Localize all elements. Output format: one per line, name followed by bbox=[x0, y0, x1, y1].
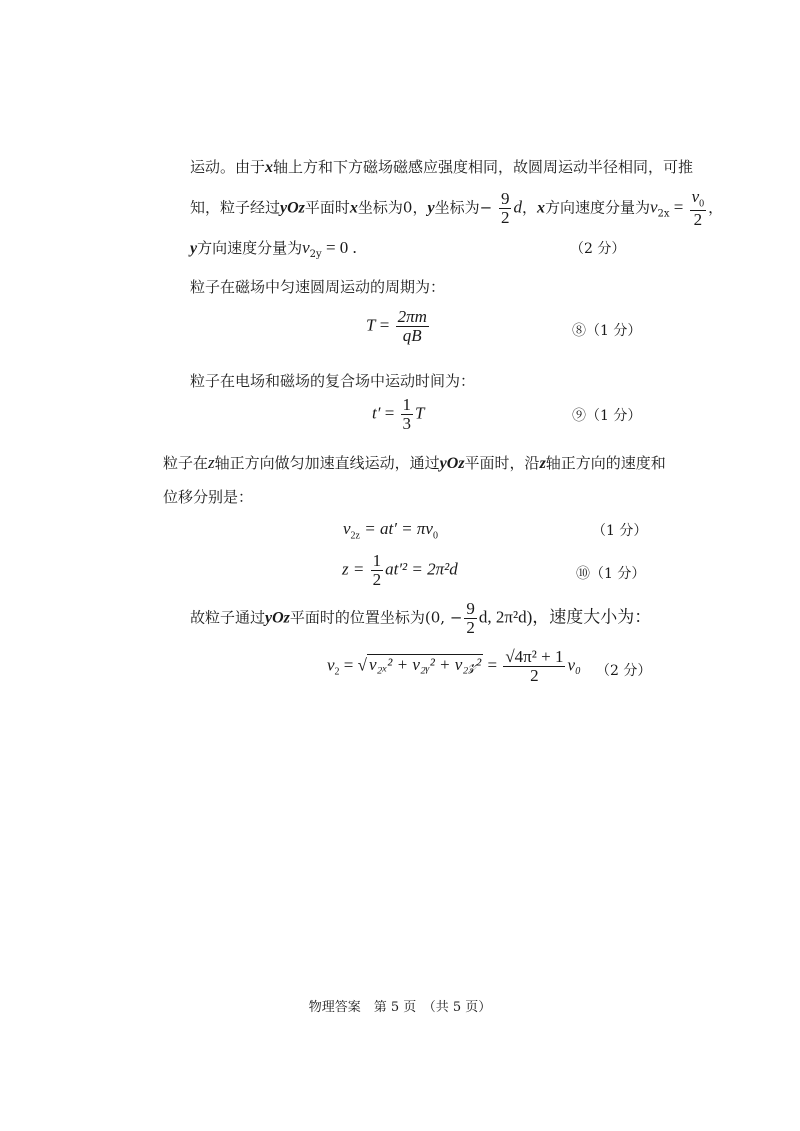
para4-line2: 位移分别是： bbox=[163, 488, 254, 506]
equation-displacement-z: z = $\frac{1}{2}$ at′² = 2π²d bbox=[342, 551, 458, 589]
score-8: ⑧（1 分） bbox=[572, 323, 642, 339]
para5-text: 故粒子通过yOz平面时的位置坐标为(0, − $\frac{9}{2}$ d, 2π²d)，速度大小为： bbox=[190, 599, 652, 637]
equation-period: T = $\frac{2\pi m}{qB}$ bbox=[366, 307, 427, 345]
score-para1: （2 分） bbox=[570, 241, 626, 257]
fraction-9-2: $\frac{9}{2}$ bbox=[500, 189, 510, 227]
fraction-v0-2: $\frac{v_0}{2}$ bbox=[691, 187, 705, 229]
score-10: ⑩（1 分） bbox=[576, 566, 646, 582]
para1-line1: 运动。由于x轴上方和下方磁场磁感应强度相同，故圆周运动半径相同，可推 bbox=[190, 158, 694, 176]
score-para5: （2 分） bbox=[596, 663, 652, 679]
equation-time: t′ = $\frac{1}{3}$ T bbox=[372, 395, 425, 433]
para1-line2: 知，粒子经过yOz平面时x坐标为0，y坐标为− $\frac{9}{2}$ d，x方向速度分量为$v_{2x}$ = $\frac{v_0}{2}$ ， bbox=[190, 187, 724, 229]
equation-velocity-z: $v_{2z} = at' = \pi v_0$ bbox=[343, 519, 438, 542]
para3-text: 粒子在电场和磁场的复合场中运动时间为： bbox=[190, 372, 476, 390]
page-footer: 物理答案 第 5 页 （共 5 页） bbox=[308, 1000, 492, 1015]
para4-line1: 粒子在z轴正方向做匀加速直线运动，通过yOz平面时，沿z轴正方向的速度和 bbox=[163, 453, 666, 472]
equation-speed: $v_2$ = √ v₂ₓ² + v₂ᵧ² + v₂𝓏² = $\frac{\text{√4π² + 1}}{2}$ v₀ bbox=[327, 647, 581, 685]
score-eq1: （1 分） bbox=[592, 523, 648, 539]
para1-line3: y方向速度分量为$v_{2y} = 0$ . bbox=[190, 238, 357, 260]
para2-text: 粒子在磁场中匀速圆周运动的周期为： bbox=[190, 278, 446, 296]
score-9: ⑨（1 分） bbox=[572, 408, 642, 424]
